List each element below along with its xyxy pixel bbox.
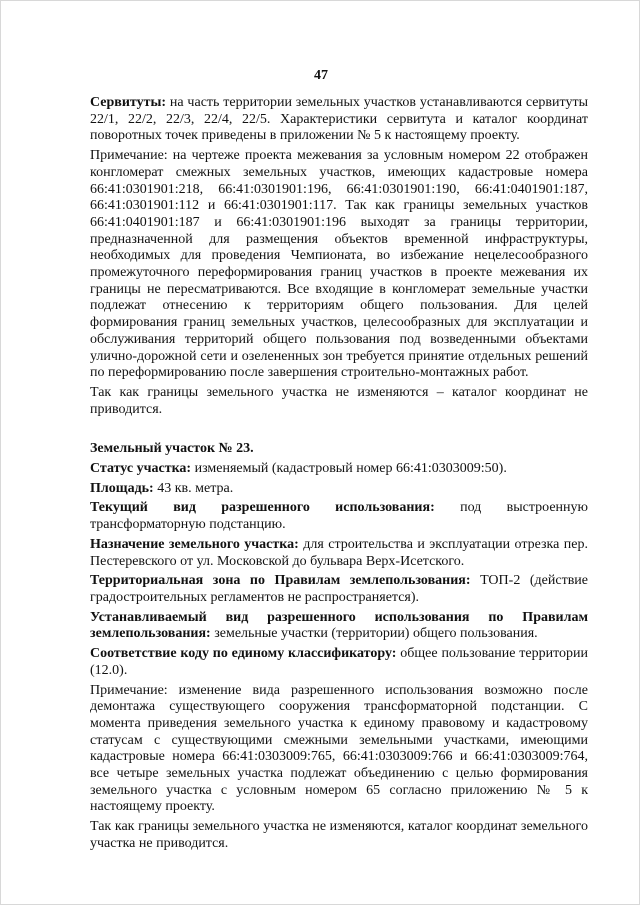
purpose-value: для строительства и эксплуатации отрезка пер. Пестеревского от ул. Московской до бульвара Верх-Исетского. [90,536,588,569]
purpose-label: Назначение земельного участка: [90,536,299,552]
established-use-label: Устанавливаемый вид разрешенного использования по Правилам землепользования: [90,609,588,642]
section-gap [90,421,588,441]
page-number: 47 [314,68,328,83]
plot-heading-text: Земельный участок № 23. [90,441,254,457]
classifier-line [90,646,588,679]
servitudes-label: Сервитуты: [90,95,167,110]
area-line [90,481,588,498]
area-value: 43 кв. метра. [153,480,234,496]
purpose-line [90,537,588,570]
no-catalog-paragraph: Так как границы земельного участка не изменяются – каталог координат не приводится. [90,384,588,417]
plot-heading [90,441,588,458]
area-label: Площадь: [90,480,154,496]
note-paragraph-2: Примечание: изменение вида разрешенного использования возможно после демонтажа существующего сооружения трансформаторной подстанции. С момента приведения земельного участка к единому правовому и кадастровому статусам с существующими смежными земельными участками, имеющими кадастровые номера 66:41:0303009:765, 66:41:0303009:766 и 66:41:0303009:764, все четыре земельных участка подлежат объединению с целью формирования земельного участка с условным номером 65 согласно приложению № 5 к настоящему проекту. [90,682,588,815]
zone-line [90,573,588,606]
established-use-line [90,610,588,643]
servitudes-text: на часть территории земельных участков устанавливаются сервитуты 22/1, 22/2, 22/3, 22/4, 22/5. Характеристики сервитута и каталог координат поворотных точек приведены в приложении № 5 к настоящему проекту. [90,95,588,144]
zone-label: Территориальная зона по Правилам землепользования: [90,573,471,589]
classifier-value: общее пользование территории (12.0). [90,646,588,678]
servitudes-paragraph [90,95,588,145]
status-line [90,461,588,478]
established-use-value: земельные участки (территории) общего пользования. [210,626,538,642]
status-value: изменяемый (кадастровый номер 66:41:0303009:50). [191,461,507,477]
current-use-value: под выстроенную трансформаторную подстанцию. [90,500,588,533]
status-label: Статус участка: [90,461,192,477]
document-body [90,95,588,856]
classifier-label: Соответствие коду по единому классификатору: [90,646,397,662]
no-catalog-paragraph-2: Так как границы земельного участка не изменяются, каталог координат земельного участка не приводится. [90,819,588,851]
zone-value: ТОП-2 (действие градостроительных регламентов не распространяется). [90,573,589,605]
note-paragraph: Примечание: на чертеже проекта межевания за условным номером 22 отображен конгломерат смежных земельных участков, имеющих кадастровые номера 66:41:0301901:218, 66:41:0301901:196, 66:41:0301901:190, 66:41:0401901:187, 66:41:0301901:112 и 66:41:0301901:117. Так как границы земельных участков 66:41:0401901:187 и 66:41:0301901:196 выходят за границы территории, предназначенной для размещения объектов временной инфраструктуры, необходимых для проведения Чемпионата, во избежание нецелесообразного промежуточного переформирования границ участков в проекте межевания их границы не пересматриваются. Все входящие в конгломерат земельные участки подлежат отнесению к территориям общего пользования. Для целей формирования границ земельных участков, целесообразных для эксплуатации и обслуживания территорий общего пользования под возведенными объектами улично-дорожной сети и озелененных зон требуется принятие отдельных решений по переформированию после завершения строительно-монтажных работ. [90,148,588,381]
current-use-label: Текущий вид разрешенного использования: [90,500,435,516]
current-use-line [90,500,588,533]
